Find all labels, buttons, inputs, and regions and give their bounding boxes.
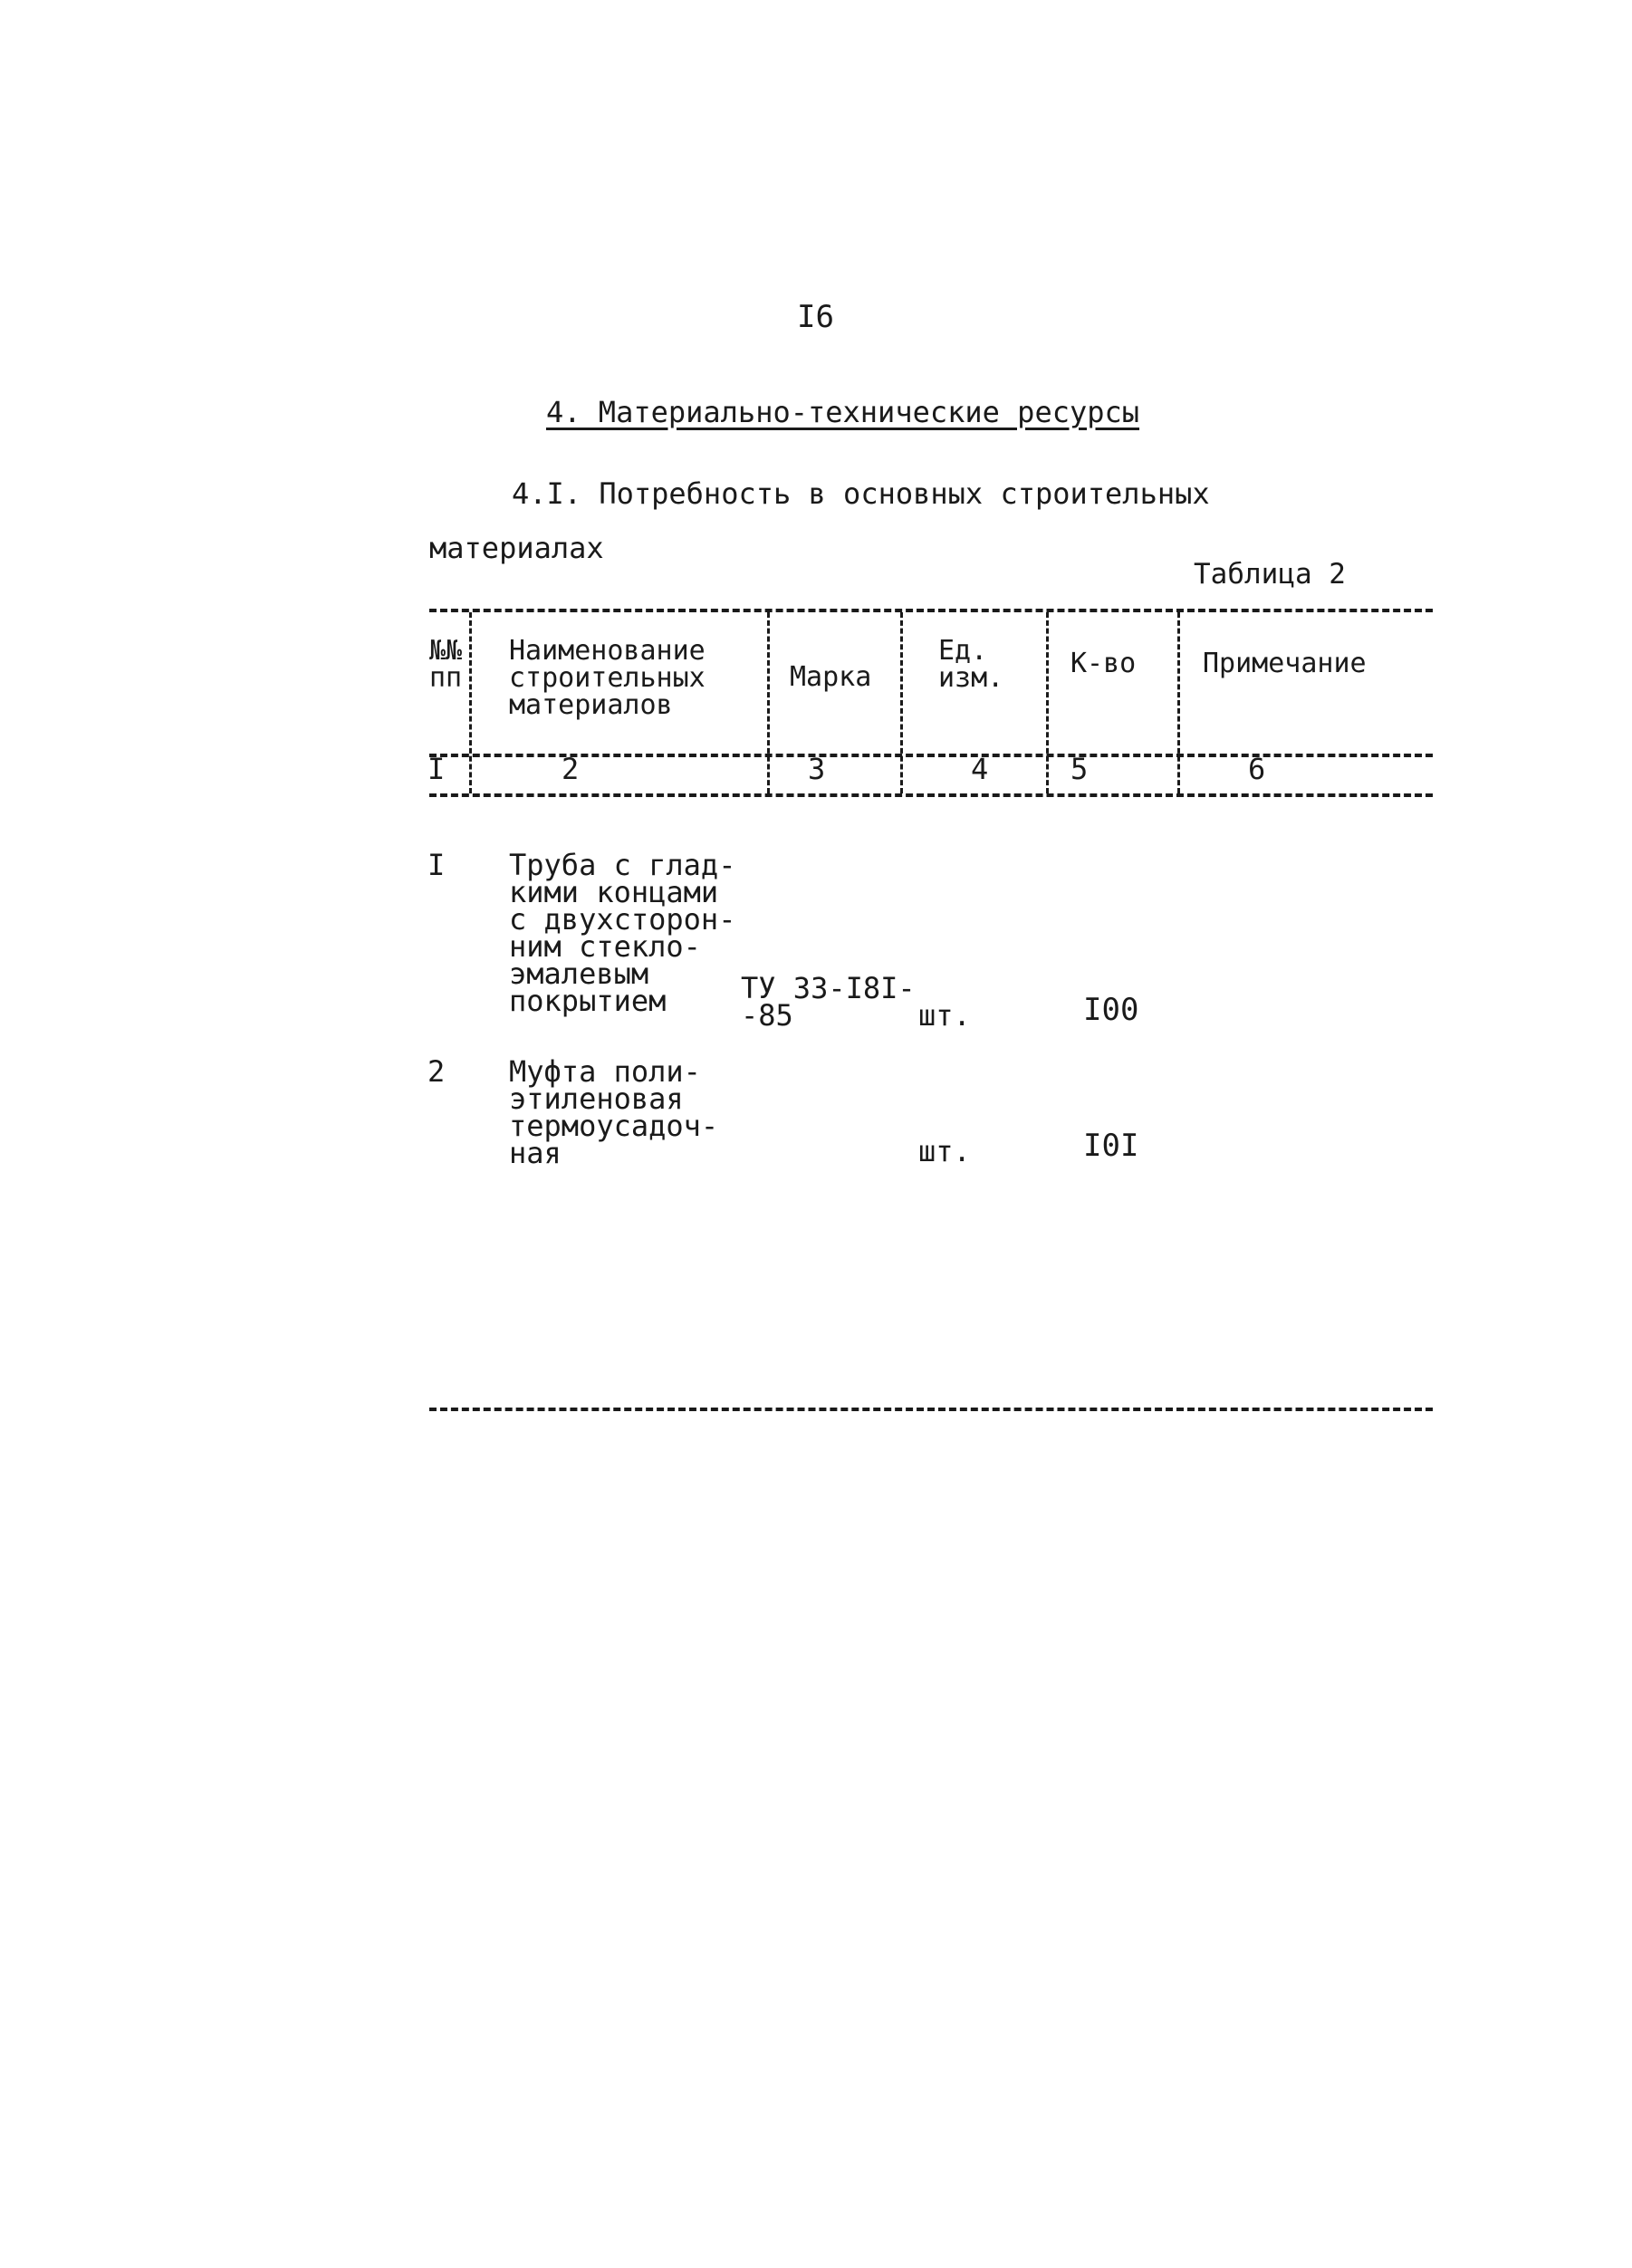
table-header-rule (429, 754, 1433, 757)
header-material-name: Наименование строительных материалов (509, 635, 706, 721)
column-number-4: 4 (971, 752, 989, 786)
table-bottom-rule (429, 1408, 1433, 1411)
row-1-unit: шт. (918, 998, 971, 1033)
table-numbers-rule (429, 793, 1433, 797)
column-divider-1 (469, 612, 472, 793)
header-quantity: К-во (1070, 648, 1137, 679)
section-title: 4. Материально-технические ресурсы (546, 395, 1140, 429)
header-mark: Марка (790, 661, 872, 693)
column-number-6: 6 (1248, 752, 1266, 786)
subsection-title-continuation: материалах (429, 531, 604, 565)
row-2-material-name: Муфта поли- этиленовая термоусадоч- ная (509, 1054, 719, 1170)
column-number-3: 3 (808, 752, 826, 786)
row-2-quantity: I0I (1083, 1128, 1139, 1164)
row-2-unit: шт. (918, 1134, 971, 1168)
column-divider-3 (900, 612, 903, 793)
column-number-1: I (427, 752, 446, 786)
row-1-mark: ТУ 33-I8I- -85 (741, 971, 916, 1033)
row-1-quantity: I00 (1083, 992, 1139, 1028)
header-unit: Ед. изм. (938, 635, 1004, 694)
column-number-5: 5 (1070, 752, 1089, 786)
column-divider-2 (767, 612, 770, 793)
column-divider-5 (1177, 612, 1180, 793)
row-2-number: 2 (427, 1054, 446, 1089)
row-1-material-name: Труба с глад- кими концами с двухсторон- ним стекло- эмалевым покрытием (509, 848, 736, 1018)
column-divider-4 (1046, 612, 1049, 793)
header-note: Примечание (1203, 648, 1367, 679)
page-number: I6 (797, 299, 834, 335)
header-number: №№ пп (429, 635, 463, 694)
table-top-rule (429, 609, 1433, 612)
row-1-number: I (427, 848, 446, 882)
column-number-2: 2 (562, 752, 580, 786)
table-caption: Таблица 2 (1194, 558, 1346, 591)
subsection-title: 4.I. Потребность в основных строительных (512, 476, 1210, 511)
